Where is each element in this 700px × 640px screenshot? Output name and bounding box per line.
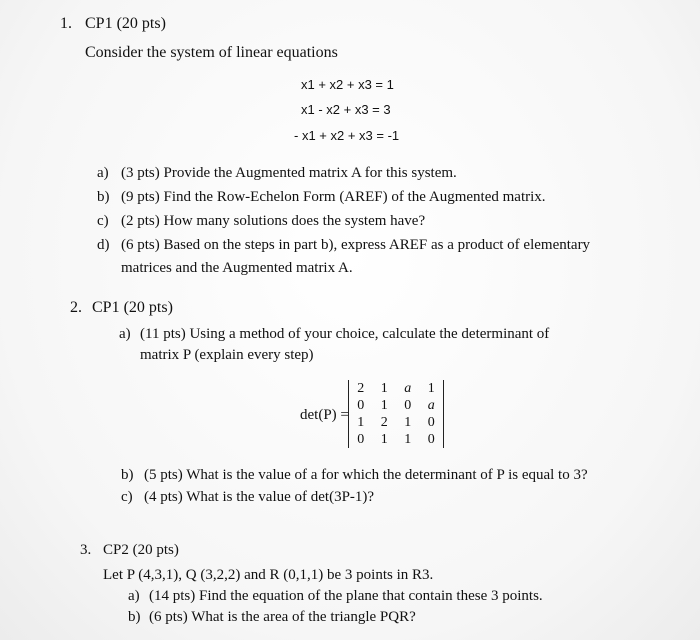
p1-d-label: d) (97, 237, 110, 253)
p2-c-text: (4 pts) What is the value of det(3P-1)? (144, 489, 375, 505)
p1-b-label: b) (97, 189, 110, 205)
problem-2-number: 2. (70, 299, 82, 316)
problem-3-title: CP2 (20 pts) (103, 542, 179, 558)
problem-1-number: 1. (60, 15, 72, 32)
matrix-cell: 1 (380, 431, 388, 447)
matrix-cell: 1 (404, 414, 412, 430)
p3-a-label: a) (128, 588, 140, 604)
matrix-cell: a (404, 380, 412, 396)
problem-1-intro: Consider the system of linear equations (85, 44, 338, 61)
p2-a-label: a) (119, 326, 131, 342)
matrix-p (348, 380, 444, 448)
p2-b-label: b) (121, 467, 134, 483)
matrix-cell: 2 (380, 414, 388, 430)
p3-b-text: (6 pts) What is the area of the triangle PQR? (149, 609, 416, 625)
equation-3: - x1 + x2 + x3 = -1 (294, 128, 400, 143)
matrix-cell: 0 (357, 397, 365, 413)
p2-a-text-cont: matrix P (explain every step) (140, 347, 314, 363)
p2-a-text: (11 pts) Using a method of your choice, calculate the determinant of (140, 326, 550, 342)
matrix-cell: a (427, 397, 435, 413)
matrix-cell: 1 (404, 431, 412, 447)
p1-d-text-cont: matrices and the Augmented matrix A. (121, 260, 353, 276)
problem-2-title: CP1 (20 pts) (92, 299, 173, 316)
matrix-cell: 2 (357, 380, 365, 396)
problem-3-number: 3. (80, 542, 92, 558)
p2-c-label: c) (121, 489, 133, 505)
p1-a-text: (3 pts) Provide the Augmented matrix A for this system. (121, 165, 457, 181)
p1-c-label: c) (97, 213, 109, 229)
matrix-cell: 1 (357, 414, 365, 430)
matrix-cell: 1 (380, 397, 388, 413)
matrix-cell: 1 (427, 380, 435, 396)
p3-b-label: b) (128, 609, 141, 625)
p1-d-text: (6 pts) Based on the steps in part b), express AREF as a product of elementary (121, 237, 591, 253)
det-label: det(P) = (300, 407, 349, 423)
matrix-cell: 0 (427, 431, 435, 447)
problem-1-title: CP1 (20 pts) (85, 15, 166, 32)
matrix-cell: 0 (427, 414, 435, 430)
equation-1: x1 + x2 + x3 = 1 (301, 77, 394, 92)
p1-c-text: (2 pts) How many solutions does the system have? (121, 213, 426, 229)
matrix-cell: 0 (357, 431, 365, 447)
matrix-cell: 0 (404, 397, 412, 413)
p1-a-label: a) (97, 165, 109, 181)
p3-a-text: (14 pts) Find the equation of the plane that contain these 3 points. (149, 588, 543, 604)
matrix-cell: 1 (380, 380, 388, 396)
equation-2: x1 - x2 + x3 = 3 (301, 102, 391, 117)
problem-3-intro: Let P (4,3,1), Q (3,2,2) and R (0,1,1) be 3 points in R3. (103, 567, 434, 583)
p2-b-text: (5 pts) What is the value of a for which the determinant of P is equal to 3? (144, 467, 588, 483)
p1-b-text: (9 pts) Find the Row-Echelon Form (AREF) of the Augmented matrix. (121, 189, 546, 205)
